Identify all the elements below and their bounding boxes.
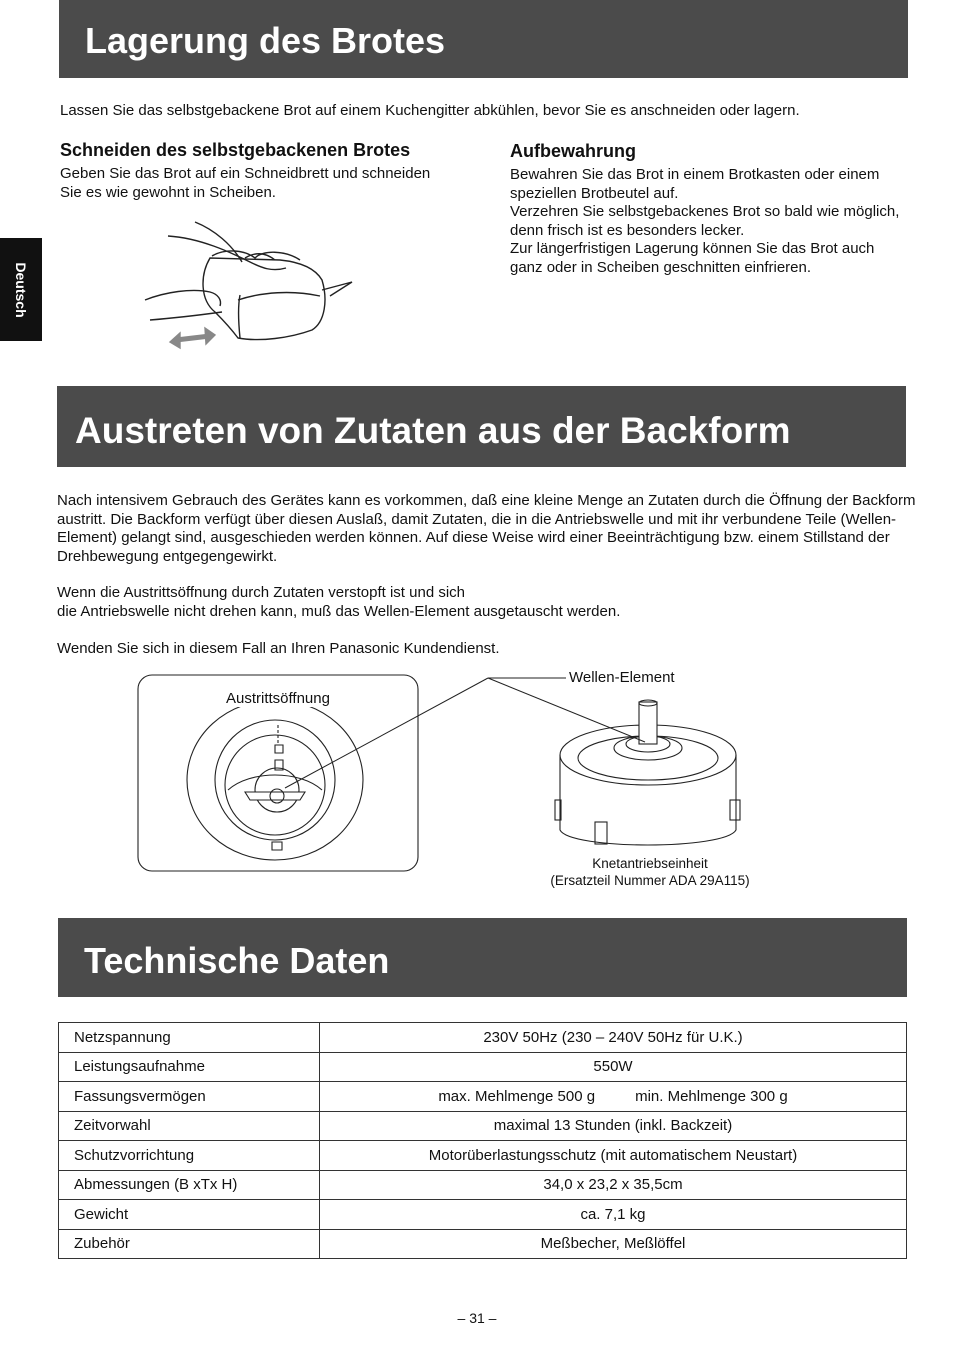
cutting-text: Geben Sie das Brot auf ein Schneidbrett und schneiden Sie es wie gewohnt in Scheiben. xyxy=(60,165,431,201)
spec-label: Zubehör xyxy=(59,1229,320,1259)
keeping-line: Zur längerfristigen Lagerung können Sie das Brot auch ganz oder in Scheiben geschnitten einfrieren. xyxy=(510,240,875,276)
keeping-line: Bewahren Sie das Brot in einem Brotkasten oder einem speziellen Brotbeutel auf. xyxy=(510,166,880,202)
cutting-heading: Schneiden des selbstgebackenen Brotes xyxy=(60,140,411,160)
leak-paragraph-1: Nach intensivem Gebrauch des Gerätes kann es vorkommen, daß eine kleine Menge an Zutaten durch die Öffnung der Backform austritt. Die Backform verfügt über diesen Auslaß, damit Zutaten, die in die Antriebswelle und mit ihr verbundene Teile (Wellen-Element) gelangt sind, ausgeschieden werden können. Auf diese Weise wird einer Beeinträchtigung bzw. einem Stillstand der Drehbewegung entgegengewirkt. xyxy=(57,492,916,565)
kneading-drive-unit-diagram xyxy=(555,700,740,845)
leak-paragraph-2-line: Wenn die Austrittsöffnung durch Zutaten verstopft ist und sich xyxy=(57,584,466,601)
table-row xyxy=(59,1111,907,1141)
leak-paragraph-2 xyxy=(57,584,757,621)
spec-label: Zeitvorwahl xyxy=(59,1111,320,1141)
page-number: – 31 – xyxy=(457,1310,497,1326)
spec-label: Abmessungen (B xTx H) xyxy=(59,1170,320,1200)
section-banner-leak xyxy=(57,386,906,467)
specs-table xyxy=(58,1022,907,1259)
leak-paragraph-3: Wenden Sie sich in diesem Fall an Ihren Panasonic Kundendienst. xyxy=(57,640,500,657)
table-row xyxy=(59,1141,907,1171)
section-title-leak: Austreten von Zutaten aus der Backform xyxy=(75,410,791,451)
spec-label: Netzspannung xyxy=(59,1023,320,1053)
outlet-label: Austrittsöffnung xyxy=(226,690,330,707)
section-banner-storage xyxy=(59,0,908,78)
section-title-specs: Technische Daten xyxy=(84,940,390,981)
spec-value: maximal 13 Stunden (inkl. Backzeit) xyxy=(320,1111,907,1141)
keeping-text xyxy=(510,166,910,277)
keeping-line: Verzehren Sie selbstgebackenes Brot so bald wie möglich, denn frisch ist es besonders lecker. xyxy=(510,203,900,239)
spec-value: 550W xyxy=(320,1052,907,1082)
leak-paragraph-2-line: die Antriebswelle nicht drehen kann, muß das Wellen-Element ausgetauscht werden. xyxy=(57,602,621,620)
table-row xyxy=(59,1023,907,1053)
drive-unit-caption xyxy=(520,855,780,889)
leader-lines xyxy=(285,678,645,788)
spec-value: ca. 7,1 kg xyxy=(320,1200,907,1230)
spec-value: 230V 50Hz (230 – 240V 50Hz für U.K.) xyxy=(320,1023,907,1053)
drive-unit-caption-line: (Ersatzteil Nummer ADA 29A115) xyxy=(550,873,750,888)
table-row xyxy=(59,1200,907,1230)
spec-label: Leistungsaufnahme xyxy=(59,1052,320,1082)
spec-label: Fassungsvermögen xyxy=(59,1082,320,1112)
section-banner-specs xyxy=(58,918,907,997)
table-row xyxy=(59,1229,907,1259)
drive-unit-caption-line: Knetantriebseinheit xyxy=(592,856,708,871)
shaft-element-label: Wellen-Element xyxy=(569,669,675,686)
table-row xyxy=(59,1052,907,1082)
spec-value: Meßbecher, Meßlöffel xyxy=(320,1229,907,1259)
bread-cutting-illustration xyxy=(145,222,352,348)
table-row xyxy=(59,1170,907,1200)
spec-value-min: min. Mehlmenge 300 g xyxy=(635,1087,788,1105)
table-row xyxy=(59,1082,907,1112)
language-tab xyxy=(0,238,42,341)
keeping-heading: Aufbewahrung xyxy=(510,141,636,161)
spec-value xyxy=(320,1082,907,1112)
spec-value: 34,0 x 23,2 x 35,5cm xyxy=(320,1170,907,1200)
spec-label: Schutzvorrichtung xyxy=(59,1141,320,1171)
language-tab-label: Deutsch xyxy=(13,261,29,318)
spec-value: Motorüberlastungsschutz (mit automatischem Neustart) xyxy=(320,1141,907,1171)
spec-value-max: max. Mehlmenge 500 g xyxy=(438,1087,596,1105)
spec-label: Gewicht xyxy=(59,1200,320,1230)
storage-intro: Lassen Sie das selbstgebackene Brot auf einem Kuchengitter abkühlen, bevor Sie es anschneiden oder lagern. xyxy=(60,102,800,119)
section-title-storage: Lagerung des Brotes xyxy=(85,20,446,61)
